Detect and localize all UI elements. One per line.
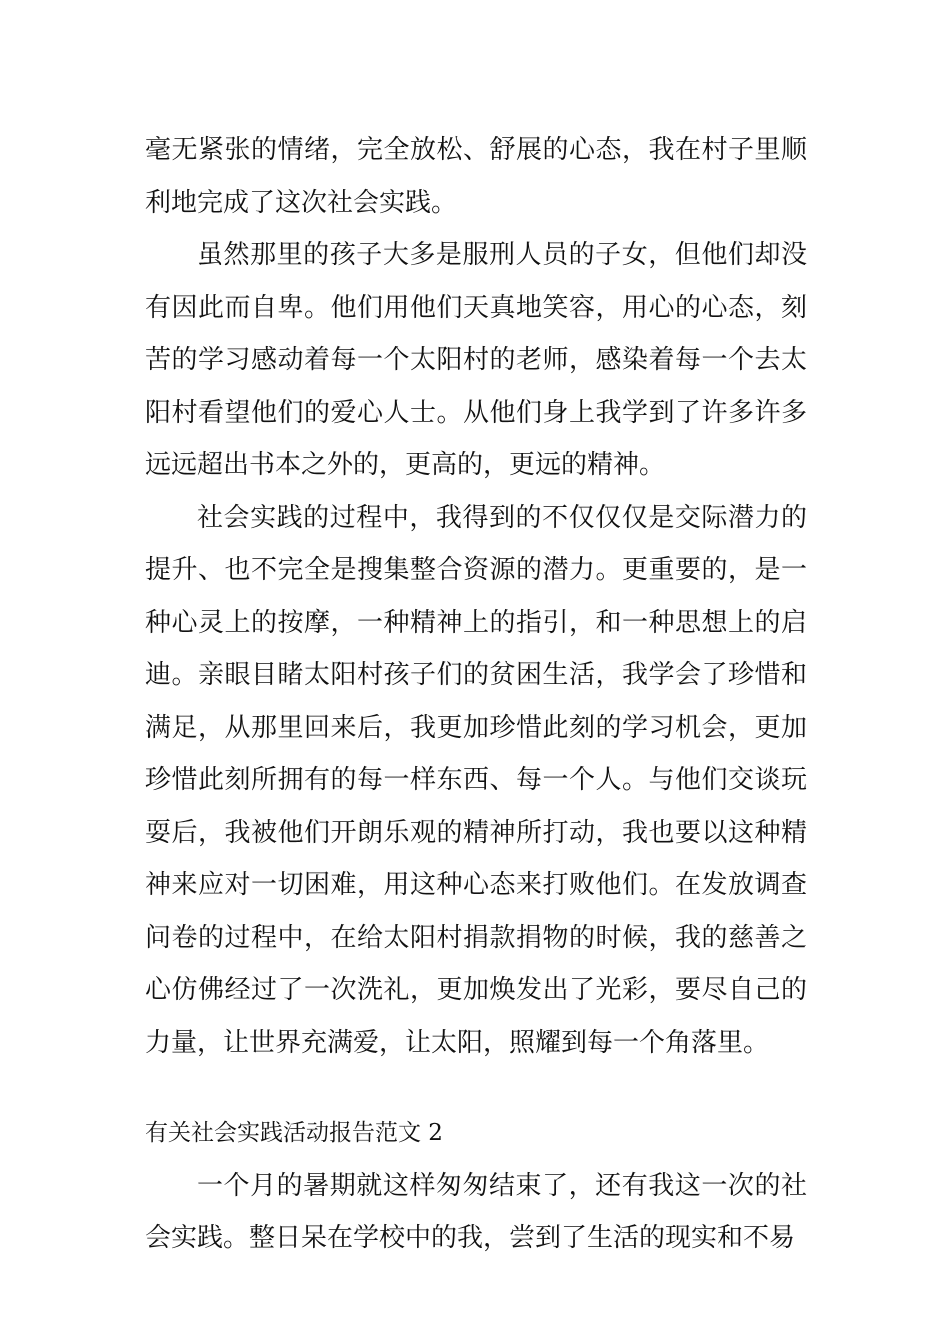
section-title: 有关社会实践活动报告范文 2 <box>145 1120 443 1146</box>
paragraph-sun-village-children: 虽然那里的孩子大多是服刑人员的子女，但他们却没有因此而自卑。他们用他们天真地笑容，用心的心态，刻苦的学习感动着每一个太阳村的老师，感染着每一个去太阳村看望他们的爱心人士。从他们身上我学到了许多许多远远超出书本之外的，更高的，更远的精神。 <box>145 240 807 480</box>
paragraph-summer-intro: 一个月的暑期就这样匆匆结束了，还有我这一次的社会实践。整日呆在学校中的我，尝到了生活的现实和不易 <box>145 1170 807 1253</box>
document-page <box>145 124 807 1265</box>
section-spacer <box>145 1069 807 1107</box>
paragraph-practice-reflection: 社会实践的过程中，我得到的不仅仅仅是交际潜力的提升、也不完全是搜集整合资源的潜力。更重要的，是一种心灵上的按摩，一种精神上的指引，和一种思想上的启迪。亲眼目睹太阳村孩子们的贫困生活，我学会了珍惜和满足，从那里回来后，我更加珍惜此刻的学习机会，更加珍惜此刻所拥有的每一样东西、每一个人。与他们交谈玩耍后，我被他们开朗乐观的精神所打动，我也要以这种精神来应对一切困难，用这种心态来打败他们。在发放调查问卷的过程中，在给太阳村捐款捐物的时候，我的慈善之心仿佛经过了一次洗礼，更加焕发出了光彩，要尽自己的力量，让世界充满爱，让太阳，照耀到每一个角落里。 <box>145 502 807 1058</box>
paragraph-continuation: 毫无紧张的情绪，完全放松、舒展的心态，我在村子里顺利地完成了这次社会实践。 <box>145 135 807 218</box>
